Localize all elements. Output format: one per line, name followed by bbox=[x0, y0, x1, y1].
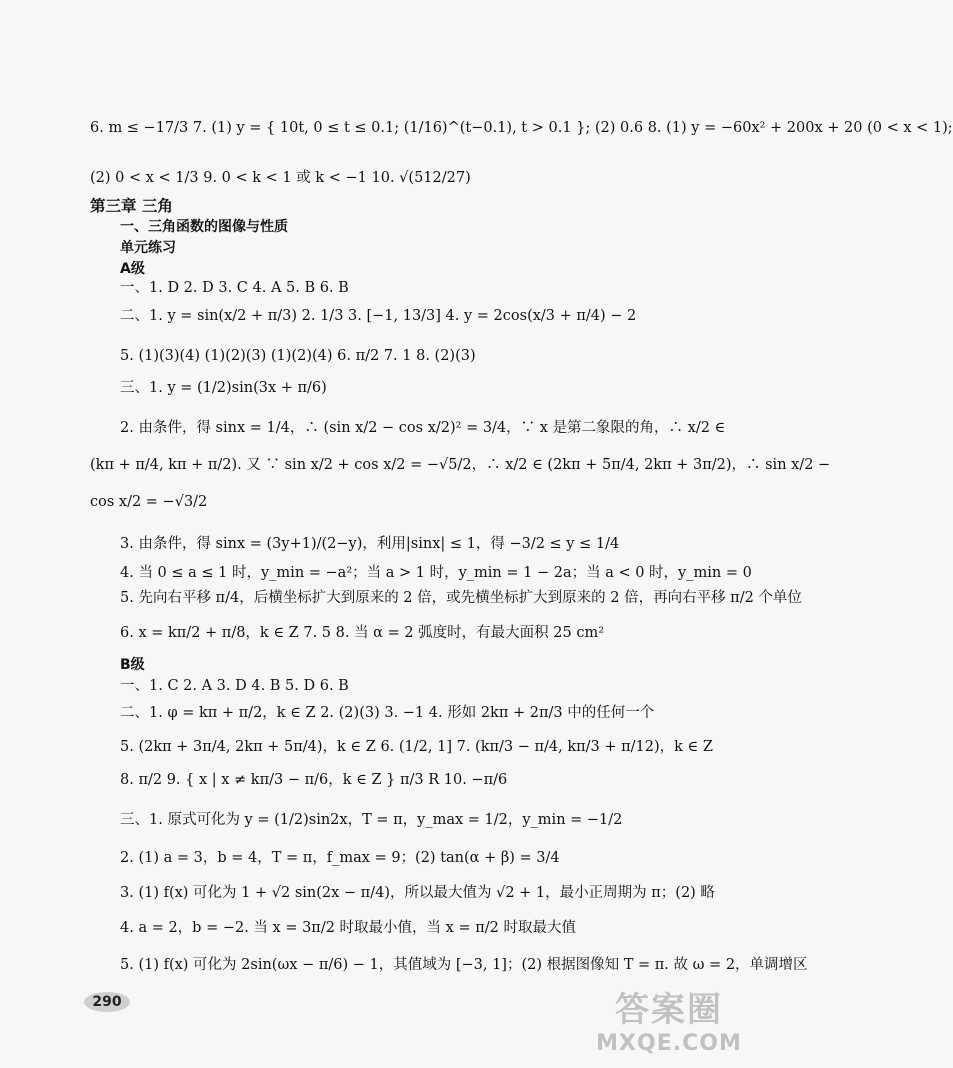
subsection-title: 单元练习 bbox=[120, 240, 176, 256]
answer-line: 5. (1) f(x) 可化为 2sin(ωx − π/6) − 1，其值域为 [−3, 1]；(2) 根据图像知 T = π. 故 ω = 2，单调增区 bbox=[120, 957, 808, 973]
answer-line: (2) 0 < x < 1/3 9. 0 < k < 1 或 k < −1 10. √(512/27) bbox=[90, 170, 471, 186]
answer-line: 4. a = 2，b = −2. 当 x = 3π/2 时取最小值，当 x = π/2 时取最大值 bbox=[120, 920, 576, 936]
chapter-title: 第三章 三角 bbox=[90, 197, 173, 215]
answer-line: 一、1. C 2. A 3. D 4. B 5. D 6. B bbox=[120, 678, 349, 694]
watermark-text-top: 答案圈 bbox=[615, 990, 723, 1030]
answer-line: 3. (1) f(x) 可化为 1 + √2 sin(2x − π/4)，所以最大值为 √2 + 1，最小正周期为 π；(2) 略 bbox=[120, 885, 715, 901]
grade-heading: B级 bbox=[120, 657, 145, 673]
answer-line: 二、1. y = sin(x/2 + π/3) 2. 1/3 3. [−1, 13/3] 4. y = 2cos(x/3 + π/4) − 2 bbox=[120, 308, 637, 324]
grade-heading: A级 bbox=[120, 261, 145, 277]
answer-line: 三、1. y = (1/2)sin(3x + π/6) bbox=[120, 380, 327, 396]
answer-line: 4. 当 0 ≤ a ≤ 1 时，y_min = −a²；当 a > 1 时，y_min = 1 − 2a；当 a < 0 时，y_min = 0 bbox=[120, 565, 752, 581]
answer-line: 2. 由条件，得 sinx = 1/4，∴ (sin x/2 − cos x/2)² = 3/4，∵ x 是第二象限的角，∴ x/2 ∈ bbox=[120, 420, 726, 436]
answer-line: 8. π/2 9. { x | x ≠ kπ/3 − π/6，k ∈ Z } π/3 R 10. −π/6 bbox=[120, 772, 508, 788]
answer-line: 2. (1) a = 3，b = 4，T = π，f_max = 9；(2) tan(α + β) = 3/4 bbox=[120, 850, 560, 866]
watermark-logo bbox=[594, 990, 744, 1064]
answer-line: 5. (1)(3)(4) (1)(2)(3) (1)(2)(4) 6. π/2 7. 1 8. (2)(3) bbox=[120, 348, 476, 364]
section-title: 一、三角函数的图像与性质 bbox=[120, 219, 288, 235]
answer-line: 6. m ≤ −17/3 7. (1) y = { 10t, 0 ≤ t ≤ 0.1; (1/16)^(t−0.1), t > 0.1 }; (2) 0.6 8. (1) y = −60x² + 200x + 20 (0 < x < 1); bbox=[90, 120, 953, 136]
watermark-text-bottom: MXQE.COM bbox=[596, 1031, 742, 1056]
answer-line: 5. (2kπ + 3π/4, 2kπ + 5π/4)，k ∈ Z 6. (1/2, 1] 7. (kπ/3 − π/4, kπ/3 + π/12)，k ∈ Z bbox=[120, 739, 713, 755]
answer-line: 6. x = kπ/2 + π/8，k ∈ Z 7. 5 8. 当 α = 2 弧度时，有最大面积 25 cm² bbox=[120, 625, 605, 641]
page-number: 290 bbox=[84, 992, 130, 1012]
answer-line: 5. 先向右平移 π/4，后横坐标扩大到原来的 2 倍，或先横坐标扩大到原来的 2 倍，再向右平移 π/2 个单位 bbox=[120, 590, 802, 606]
answer-line: 三、1. 原式可化为 y = (1/2)sin2x，T = π，y_max = 1/2，y_min = −1/2 bbox=[120, 812, 623, 828]
answer-line: 二、1. φ = kπ + π/2，k ∈ Z 2. (2)(3) 3. −1 4. 形如 2kπ + 2π/3 中的任何一个 bbox=[120, 705, 655, 721]
answer-line: 3. 由条件，得 sinx = (3y+1)/(2−y)，利用|sinx| ≤ 1，得 −3/2 ≤ y ≤ 1/4 bbox=[120, 536, 620, 552]
answer-line: 一、1. D 2. D 3. C 4. A 5. B 6. B bbox=[120, 280, 349, 296]
answer-line: cos x/2 = −√3/2 bbox=[90, 494, 208, 510]
answer-line: (kπ + π/4, kπ + π/2). 又 ∵ sin x/2 + cos x/2 = −√5/2，∴ x/2 ∈ (2kπ + 5π/4, 2kπ + 3π/2)，∴ sin x/2 − bbox=[90, 457, 831, 473]
